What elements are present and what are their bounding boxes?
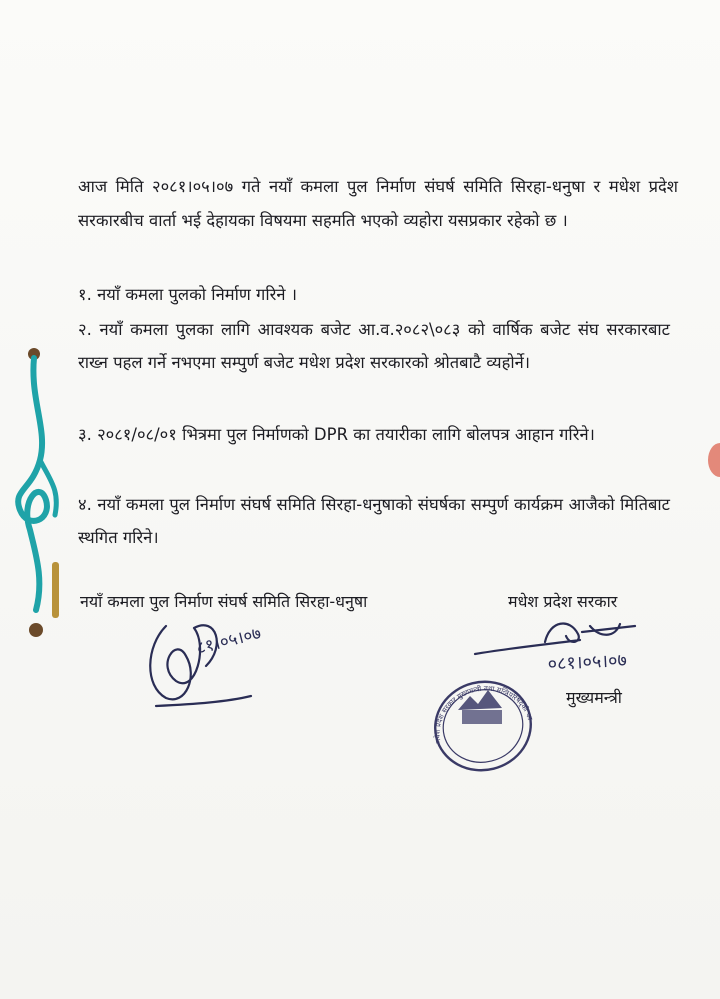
right-signature-date: ०८१।०५।०७ <box>547 649 628 675</box>
left-signatory-label: नयाँ कमला पुल निर्माण संघर्ष समिति सिरहा-धनुषा <box>80 592 368 611</box>
intro-paragraph: आज मिति २०८१।०५।०७ गते नयाँ कमला पुल निर्माण संघर्ष समिति सिरहा-धनुषा र मधेश प्रदेश सरकारबीच वार्ता भई देहायका विषयमा सहमति भएको व्यहोरा यसप्रकार रहेको छ । <box>78 177 678 230</box>
edge-pin-icon <box>702 440 720 480</box>
binding-cord-icon <box>0 340 70 650</box>
chief-minister-title: मुख्यमन्त्री <box>566 688 622 707</box>
official-seal-icon <box>418 670 548 780</box>
right-signatory-label: मधेश प्रदेश सरकार <box>508 592 618 611</box>
seal-text: मधेश प्रदेश सरकार मुख्यमन्त्री तथा मन्त्रिपरिषद्को कार्यालय <box>433 684 534 744</box>
agreement-point-1: १. नयाँ कमला पुलको निर्माण गरिने । <box>78 285 298 304</box>
left-signature <box>136 606 286 716</box>
left-signature-date: ८१।०५।०७ <box>194 623 264 659</box>
agreement-point-2: २. नयाँ कमला पुलका लागि आवश्यक बजेट आ.व.२०८२\०८३ को वार्षिक बजेट संघ सरकारबाट राख्न पहल गर्ने नभएमा सम्पुर्ण बजेट मधेश प्रदेश सरकारको श्रोतबाटै व्यहोर्ने। <box>78 320 670 372</box>
agreement-point-4: ४. नयाँ कमला पुल निर्माण संघर्ष समिति सिरहा-धनुषाको संघर्षका सम्पुर्ण कार्यक्रम आजैको मितिबाट स्थगित गरिने। <box>78 495 670 547</box>
agreement-point-3: ३. २०८१/०८/०१ भित्रमा पुल निर्माणको DPR का तयारीका लागि बोलपत्र आहान गरिने। <box>78 425 595 444</box>
